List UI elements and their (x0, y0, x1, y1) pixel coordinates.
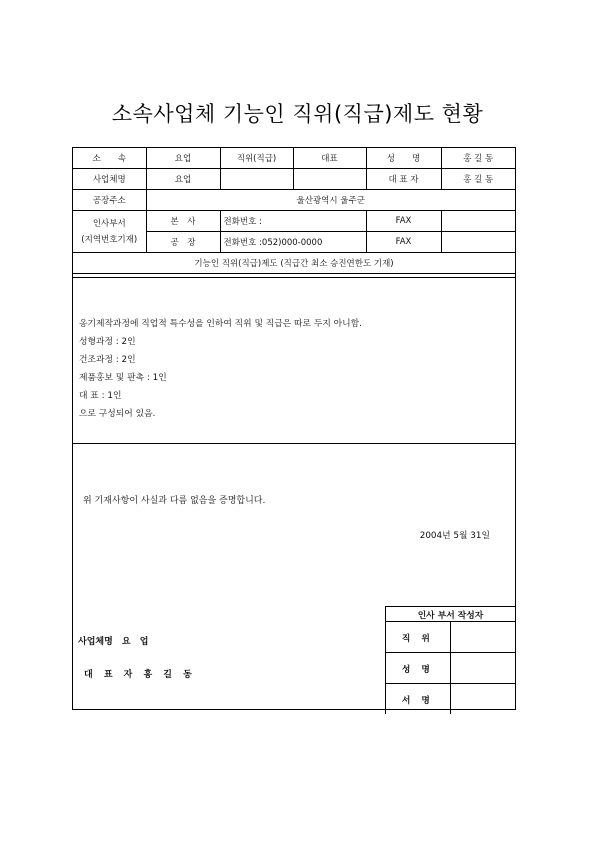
form-frame (72, 147, 516, 710)
info-table (73, 148, 515, 274)
writer-name-label: 성 명 (386, 653, 451, 684)
factory-address-value: 울산광역시 울주군 (146, 190, 515, 211)
affiliation-value: 요업 (146, 148, 220, 169)
writer-position-field[interactable] (450, 622, 515, 653)
writer-signature-field[interactable] (450, 684, 515, 715)
affiliation-label: 소 속 (73, 148, 146, 169)
writer-header: 인사 부서 작성자 (386, 607, 516, 622)
hr-dept-label-line1: 인사부서 (92, 218, 126, 229)
company-name-label: 사업체명 (73, 169, 146, 190)
description-line: 대 표 : 1인 (79, 391, 122, 401)
writer-signature-label: 서 명 (386, 684, 451, 715)
writer-header-row (386, 607, 516, 622)
hr-dept-label-line2: (지역번호기재) (81, 234, 138, 245)
position-label: 직위(직급) (220, 148, 293, 169)
representative-label: 대 표 자 (366, 169, 441, 190)
name-value: 홍 길 동 (441, 148, 515, 169)
factory-fax-value (441, 232, 515, 253)
description-line: 으로 구성되어 있음. (79, 409, 156, 419)
factory-label: 공 장 (146, 232, 220, 253)
head-office-fax-label: FAX (366, 211, 441, 232)
page-title: 소속사업체 기능인 직위(직급)제도 현황 (111, 102, 484, 126)
description-line: 제품홍보 및 판촉 : 1인 (79, 373, 167, 383)
factory-address-label: 공장주소 (73, 190, 146, 211)
hr-dept-label (73, 211, 146, 253)
position-value: 대표 (293, 148, 366, 169)
table-row (386, 653, 516, 684)
head-office-phone: 전화번호 : (220, 211, 366, 232)
table-row (386, 684, 516, 715)
company-name-label: 사업체명 (78, 637, 113, 647)
representative-line: 대 표 자 홍 길 동 (84, 670, 196, 680)
name-label: 성 명 (366, 148, 441, 169)
empty-cell (293, 169, 366, 190)
section-header: 기능인 직위(직급)제도 (직급간 최소 승진연한도 기재) (73, 253, 515, 274)
factory-fax-label: FAX (366, 232, 441, 253)
head-office-fax-value (441, 211, 515, 232)
company-name-line (78, 634, 148, 647)
table-row (73, 253, 515, 274)
description-line: 건조과정 : 2인 (79, 355, 136, 365)
document-date: 2004년 5월 31일 (419, 531, 490, 541)
certification-statement: 위 기재사항이 사실과 다름 없음을 증명합니다. (83, 496, 266, 506)
factory-phone: 전화번호 :052)000-0000 (220, 232, 366, 253)
description-box (73, 277, 515, 444)
table-row (73, 190, 515, 211)
company-name-value: 요업 (146, 169, 220, 190)
table-row (73, 211, 515, 232)
table-row (73, 169, 515, 190)
writer-table (385, 606, 515, 714)
table-row (73, 148, 515, 169)
representative-value: 홍 길 동 (441, 169, 515, 190)
empty-cell (220, 169, 293, 190)
head-office-label: 본 사 (146, 211, 220, 232)
table-row (386, 622, 516, 653)
description-line: 성형과정 : 2인 (79, 337, 136, 347)
writer-name-field[interactable] (450, 653, 515, 684)
writer-position-label: 직 위 (386, 622, 451, 653)
description-line: 옹기제작과정에 직업적 특수성을 인하여 직위 및 직급은 따로 두지 아니함. (79, 319, 362, 329)
company-name: 요 업 (121, 637, 149, 647)
